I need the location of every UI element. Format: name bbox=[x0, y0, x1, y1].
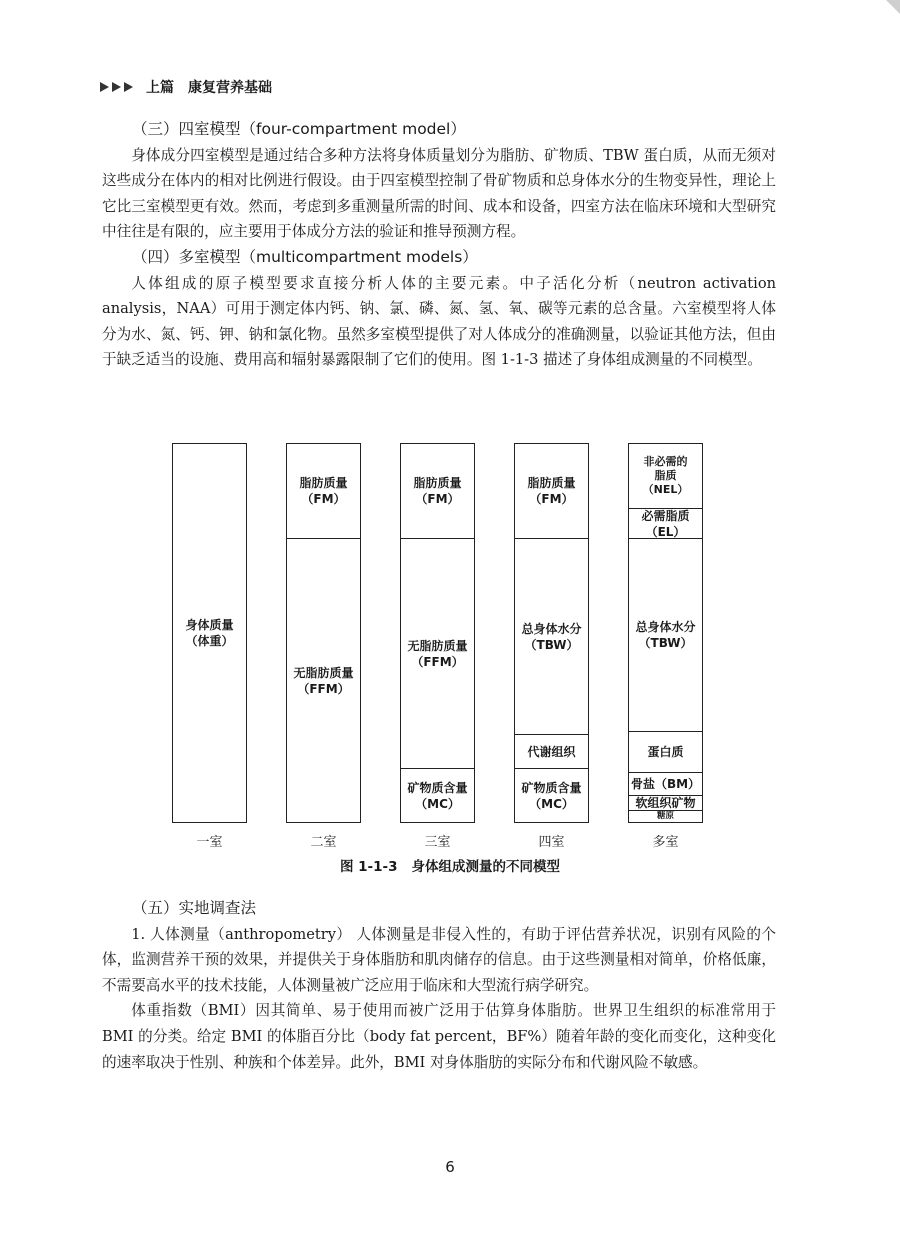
segment-label: 总身体水分 bbox=[521, 622, 582, 637]
compartment-segment bbox=[629, 810, 702, 822]
compartment-segment bbox=[629, 772, 702, 796]
paragraph-multicompartment: 人体组成的原子模型要求直接分析人体的主要元素。中子活化分析（neutron activation analysis，NAA）可用于测定体内钙、钠、氯、磷、氮、氢、氧、碳等元素的总含量。六室模型将人体分为水、氮、钙、钾、钠和氯化物。虽然多室模型提供了对人体成分的准确测量，以验证其他方法，但由于缺乏适当的设施、费用高和辐射暴露限制了它们的使用。图 1-1-3 描述了身体组成测量的不同模型。 bbox=[102, 274, 776, 369]
body-text-top bbox=[102, 117, 776, 373]
segment-label: （FM） bbox=[529, 492, 574, 507]
compartment-column bbox=[514, 443, 589, 823]
segment-label: 代谢组织 bbox=[527, 745, 576, 760]
segment-label: （TBW） bbox=[638, 636, 693, 651]
compartment-segment bbox=[629, 508, 702, 539]
running-head-title: 康复营养基础 bbox=[188, 80, 272, 96]
compartment-column bbox=[286, 443, 361, 823]
compartment-segment bbox=[401, 768, 474, 822]
segment-label: （NEL） bbox=[642, 483, 689, 497]
compartment-segment bbox=[515, 734, 588, 769]
segment-label: （EL） bbox=[645, 525, 686, 540]
compartment-column bbox=[628, 443, 703, 823]
compartment-segment bbox=[629, 444, 702, 508]
segment-label: 蛋白质 bbox=[647, 745, 684, 760]
segment-label: 脂肪质量 bbox=[413, 476, 462, 491]
compartment-column bbox=[400, 443, 475, 823]
segment-label: 无脂肪质量 bbox=[293, 665, 354, 680]
body-text-bottom bbox=[102, 896, 776, 1075]
triangle-icon bbox=[112, 82, 121, 92]
paragraph-anthropometry: 1. 人体测量（anthropometry） 人体测量是非侵入性的，有助于评估营养状况，识别有风险的个体，监测营养干预的效果，并提供关于身体脂肪和肌肉储存的信息。由于这些测量相对简单，价格低廉，不需要高水平的技术技能，人体测量被广泛应用于临床和大型流行病学研究。 bbox=[102, 925, 776, 994]
segment-label: （FFM） bbox=[411, 655, 464, 670]
paragraph-four-compartment: 身体成分四室模型是通过结合多种方法将身体质量划分为脂肪、矿物质、TBW 蛋白质，从而无须对这些成分在体内的相对比例进行假设。由于四室模型控制了骨矿物质和总身体水分的生物变异性，理论上它比三室模型更有效。然而，考虑到多重测量所需的时间、成本和设备，四室方法在临床环境和大型研究中往往是有限的，应主要用于体成分方法的验证和推导预测方程。 bbox=[102, 146, 776, 241]
compartment-segment bbox=[515, 444, 588, 538]
column-label: 四室 bbox=[538, 835, 565, 850]
compartment-segment bbox=[287, 538, 360, 822]
column-label: 多室 bbox=[652, 835, 679, 850]
segment-label: 脂肪质量 bbox=[299, 476, 348, 491]
body-composition-models-figure bbox=[172, 443, 706, 853]
compartment-segment bbox=[287, 444, 360, 538]
segment-label: 软组织矿物 bbox=[635, 796, 696, 811]
segment-label: （FM） bbox=[301, 492, 346, 507]
segment-label: 脂肪质量 bbox=[527, 476, 576, 491]
segment-label: （体重） bbox=[185, 633, 234, 648]
segment-label: （FFM） bbox=[297, 681, 350, 696]
compartment-segment bbox=[629, 538, 702, 731]
segment-label: （MC） bbox=[415, 796, 460, 811]
column-label: 一室 bbox=[196, 835, 223, 850]
segment-label: （TBW） bbox=[524, 638, 579, 653]
running-head bbox=[100, 77, 272, 97]
segment-label: 总身体水分 bbox=[635, 620, 696, 635]
figure-caption bbox=[100, 855, 800, 875]
triangle-icon bbox=[100, 82, 109, 92]
page-number: 6 bbox=[445, 1158, 455, 1176]
triangle-icon bbox=[124, 82, 133, 92]
paragraph-bmi: 体重指数（BMI）因其简单、易于使用而被广泛用于估算身体脂肪。世界卫生组织的标准常用于 BMI 的分类。给定 BMI 的体脂百分比（body fat percent，BF%）随着年龄的变化而变化，这种变化的速率取决于性别、种族和个体差异。此外，BMI 对身体脂肪的实际分布和代谢风险不敏感。 bbox=[102, 1002, 776, 1071]
segment-label: 骨盐（BM） bbox=[630, 777, 701, 792]
section-heading-4: （四）多室模型（multicompartment models） bbox=[132, 247, 478, 266]
segment-label: （MC） bbox=[529, 796, 574, 811]
compartment-segment bbox=[629, 731, 702, 773]
segment-label: 身体质量 bbox=[185, 617, 234, 632]
compartment-segment bbox=[515, 538, 588, 735]
segment-label: （FM） bbox=[415, 492, 460, 507]
running-head-part: 上篇 bbox=[146, 80, 174, 96]
page-corner-fold bbox=[886, 0, 900, 14]
segment-label: 无脂肪质量 bbox=[407, 639, 468, 654]
compartment-segment bbox=[401, 538, 474, 769]
segment-label: 矿物质含量 bbox=[407, 780, 468, 795]
segment-label: 脂质 bbox=[654, 469, 677, 483]
segment-label: 非必需的 bbox=[643, 455, 688, 469]
segment-label: 必需脂质 bbox=[641, 509, 690, 524]
segment-label: 糖原 bbox=[656, 811, 674, 822]
compartment-column bbox=[172, 443, 247, 823]
segment-label: 矿物质含量 bbox=[521, 780, 582, 795]
figure-title: 身体组成测量的不同模型 bbox=[411, 859, 561, 875]
compartment-segment bbox=[173, 444, 246, 821]
compartment-segment bbox=[401, 444, 474, 538]
section-heading-5: （五）实地调查法 bbox=[132, 899, 257, 917]
figure-number: 图 1-1-3 bbox=[339, 859, 398, 875]
compartment-segment bbox=[515, 768, 588, 822]
column-label: 三室 bbox=[424, 835, 451, 850]
compartment-segment bbox=[629, 795, 702, 811]
section-heading-3: （三）四室模型（four-compartment model） bbox=[132, 120, 466, 138]
column-label: 二室 bbox=[310, 835, 337, 850]
